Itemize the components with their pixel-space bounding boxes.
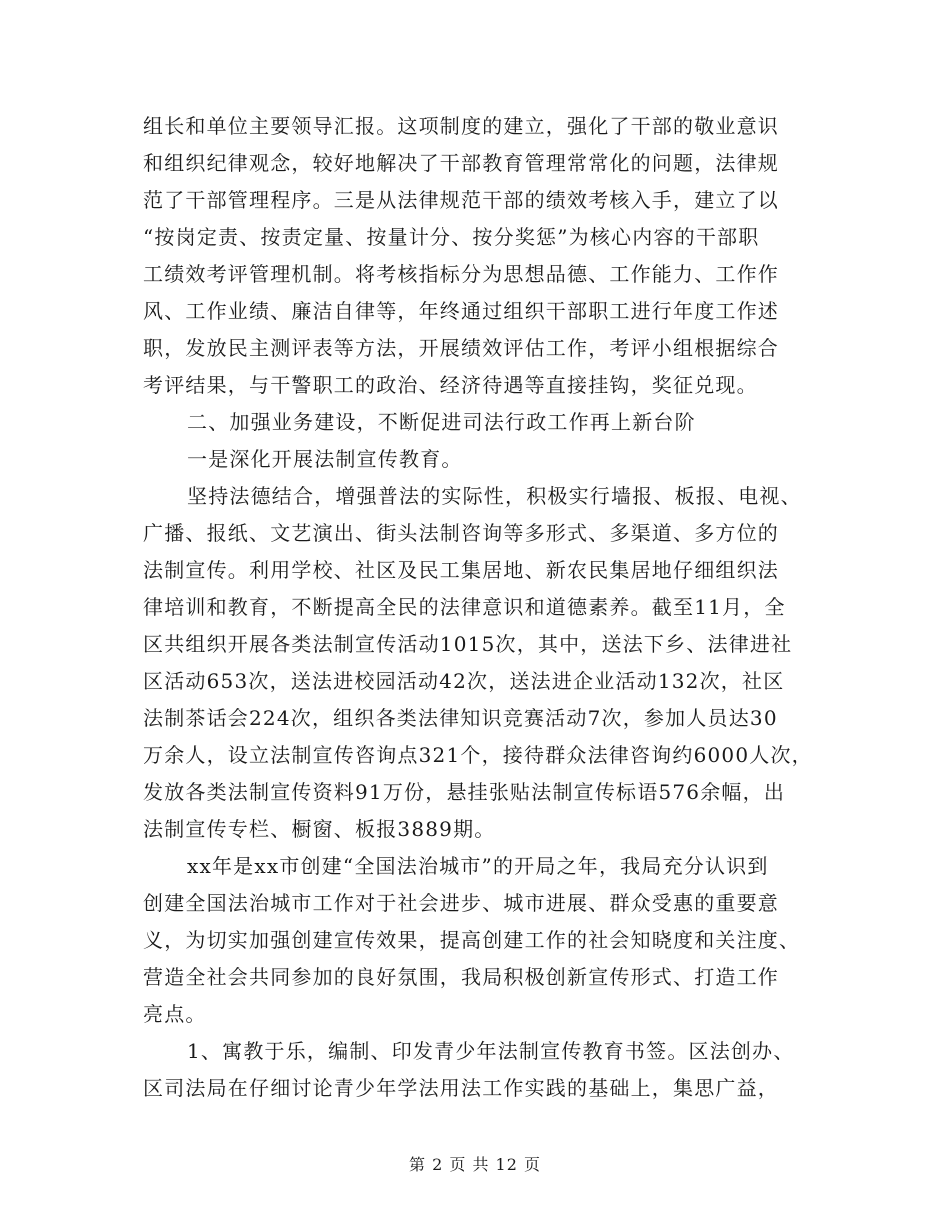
text-line: 1、寓教于乐，编制、印发青少年法制宣传教育书签。区法创办、: [187, 1039, 795, 1063]
text-line: 工绩效考评管理机制。将考核指标分为思想品德、工作能力、工作作: [143, 262, 779, 286]
text-line: 营造全社会共同参加的良好氛围，我局积极创新宣传形式、打造工作: [143, 965, 779, 989]
text-line: 区活动653次，送法进校园活动42次，送法进企业活动132次，社区: [143, 669, 785, 693]
text-line: 考评结果，与干警职工的政治、经济待遇等直接挂钩，奖征兑现。: [143, 373, 758, 397]
text-line: 法制茶话会224次，组织各类法律知识竞赛活动7次，参加人员达30: [143, 706, 778, 730]
text-line: 范了干部管理程序。三是从法律规范干部的绩效考核入手，建立了以: [143, 188, 779, 212]
text-line: 亮点。: [143, 1002, 207, 1026]
page-number-footer: 第 2 页 共 12 页: [409, 1155, 541, 1174]
text-line: 广播、报纸、文艺演出、街头法制咨询等多形式、多渠道、多方位的: [143, 521, 779, 545]
document-body: [143, 108, 813, 1107]
text-line: 坚持法德结合，增强普法的实际性，积极实行墙报、板报、电视、: [187, 484, 802, 508]
text-line: 法制宣传。利用学校、社区及民工集居地、新农民集居地仔细组织法: [143, 558, 779, 582]
text-line: 职，发放民主测评表等方法，开展绩效评估工作，考评小组根据综合: [143, 336, 779, 360]
text-line: 发放各类法制宣传资料91万份，悬挂张贴法制宣传标语576余幅，出: [143, 780, 786, 804]
text-line: 义，为切实加强创建宣传效果，提高创建工作的社会知晓度和关注度、: [143, 928, 801, 952]
text-line: 律培训和教育，不断提高全民的法律意识和道德素养。截至11月，全: [143, 595, 786, 619]
text-line: 和组织纪律观念，较好地解决了干部教育管理常常化的问题，法律规: [143, 151, 779, 175]
text-line: 万余人，设立法制宣传咨询点321个，接待群众法律咨询约6000人次，: [143, 743, 813, 767]
text-line: 区共组织开展各类法制宣传活动1015次，其中，送法下乡、法律进社: [143, 632, 793, 656]
text-line: 创建全国法治城市工作对于社会进步、城市进展、群众受惠的重要意: [143, 891, 779, 915]
text-line: xx年是xx市创建“全国法治城市”的开局之年，我局充分认识到: [187, 854, 769, 878]
text-line: 风、工作业绩、廉洁自律等，年终通过组织干部职工进行年度工作述: [143, 299, 779, 323]
text-line: 组长和单位主要领导汇报。这项制度的建立，强化了干部的敬业意识: [143, 114, 779, 138]
section-heading: 二、加强业务建设，不断促进司法行政工作再上新台阶: [187, 410, 696, 434]
text-line: “按岗定责、按责定量、按量计分、按分奖惩”为核心内容的干部职: [143, 225, 760, 249]
text-line: 区司法局在仔细讨论青少年学法用法工作实践的基础上，集思广益，: [143, 1076, 779, 1100]
subsection-heading: 一是深化开展法制宣传教育。: [187, 447, 463, 471]
text-line: 法制宣传专栏、橱窗、板报3889期。: [143, 817, 496, 841]
